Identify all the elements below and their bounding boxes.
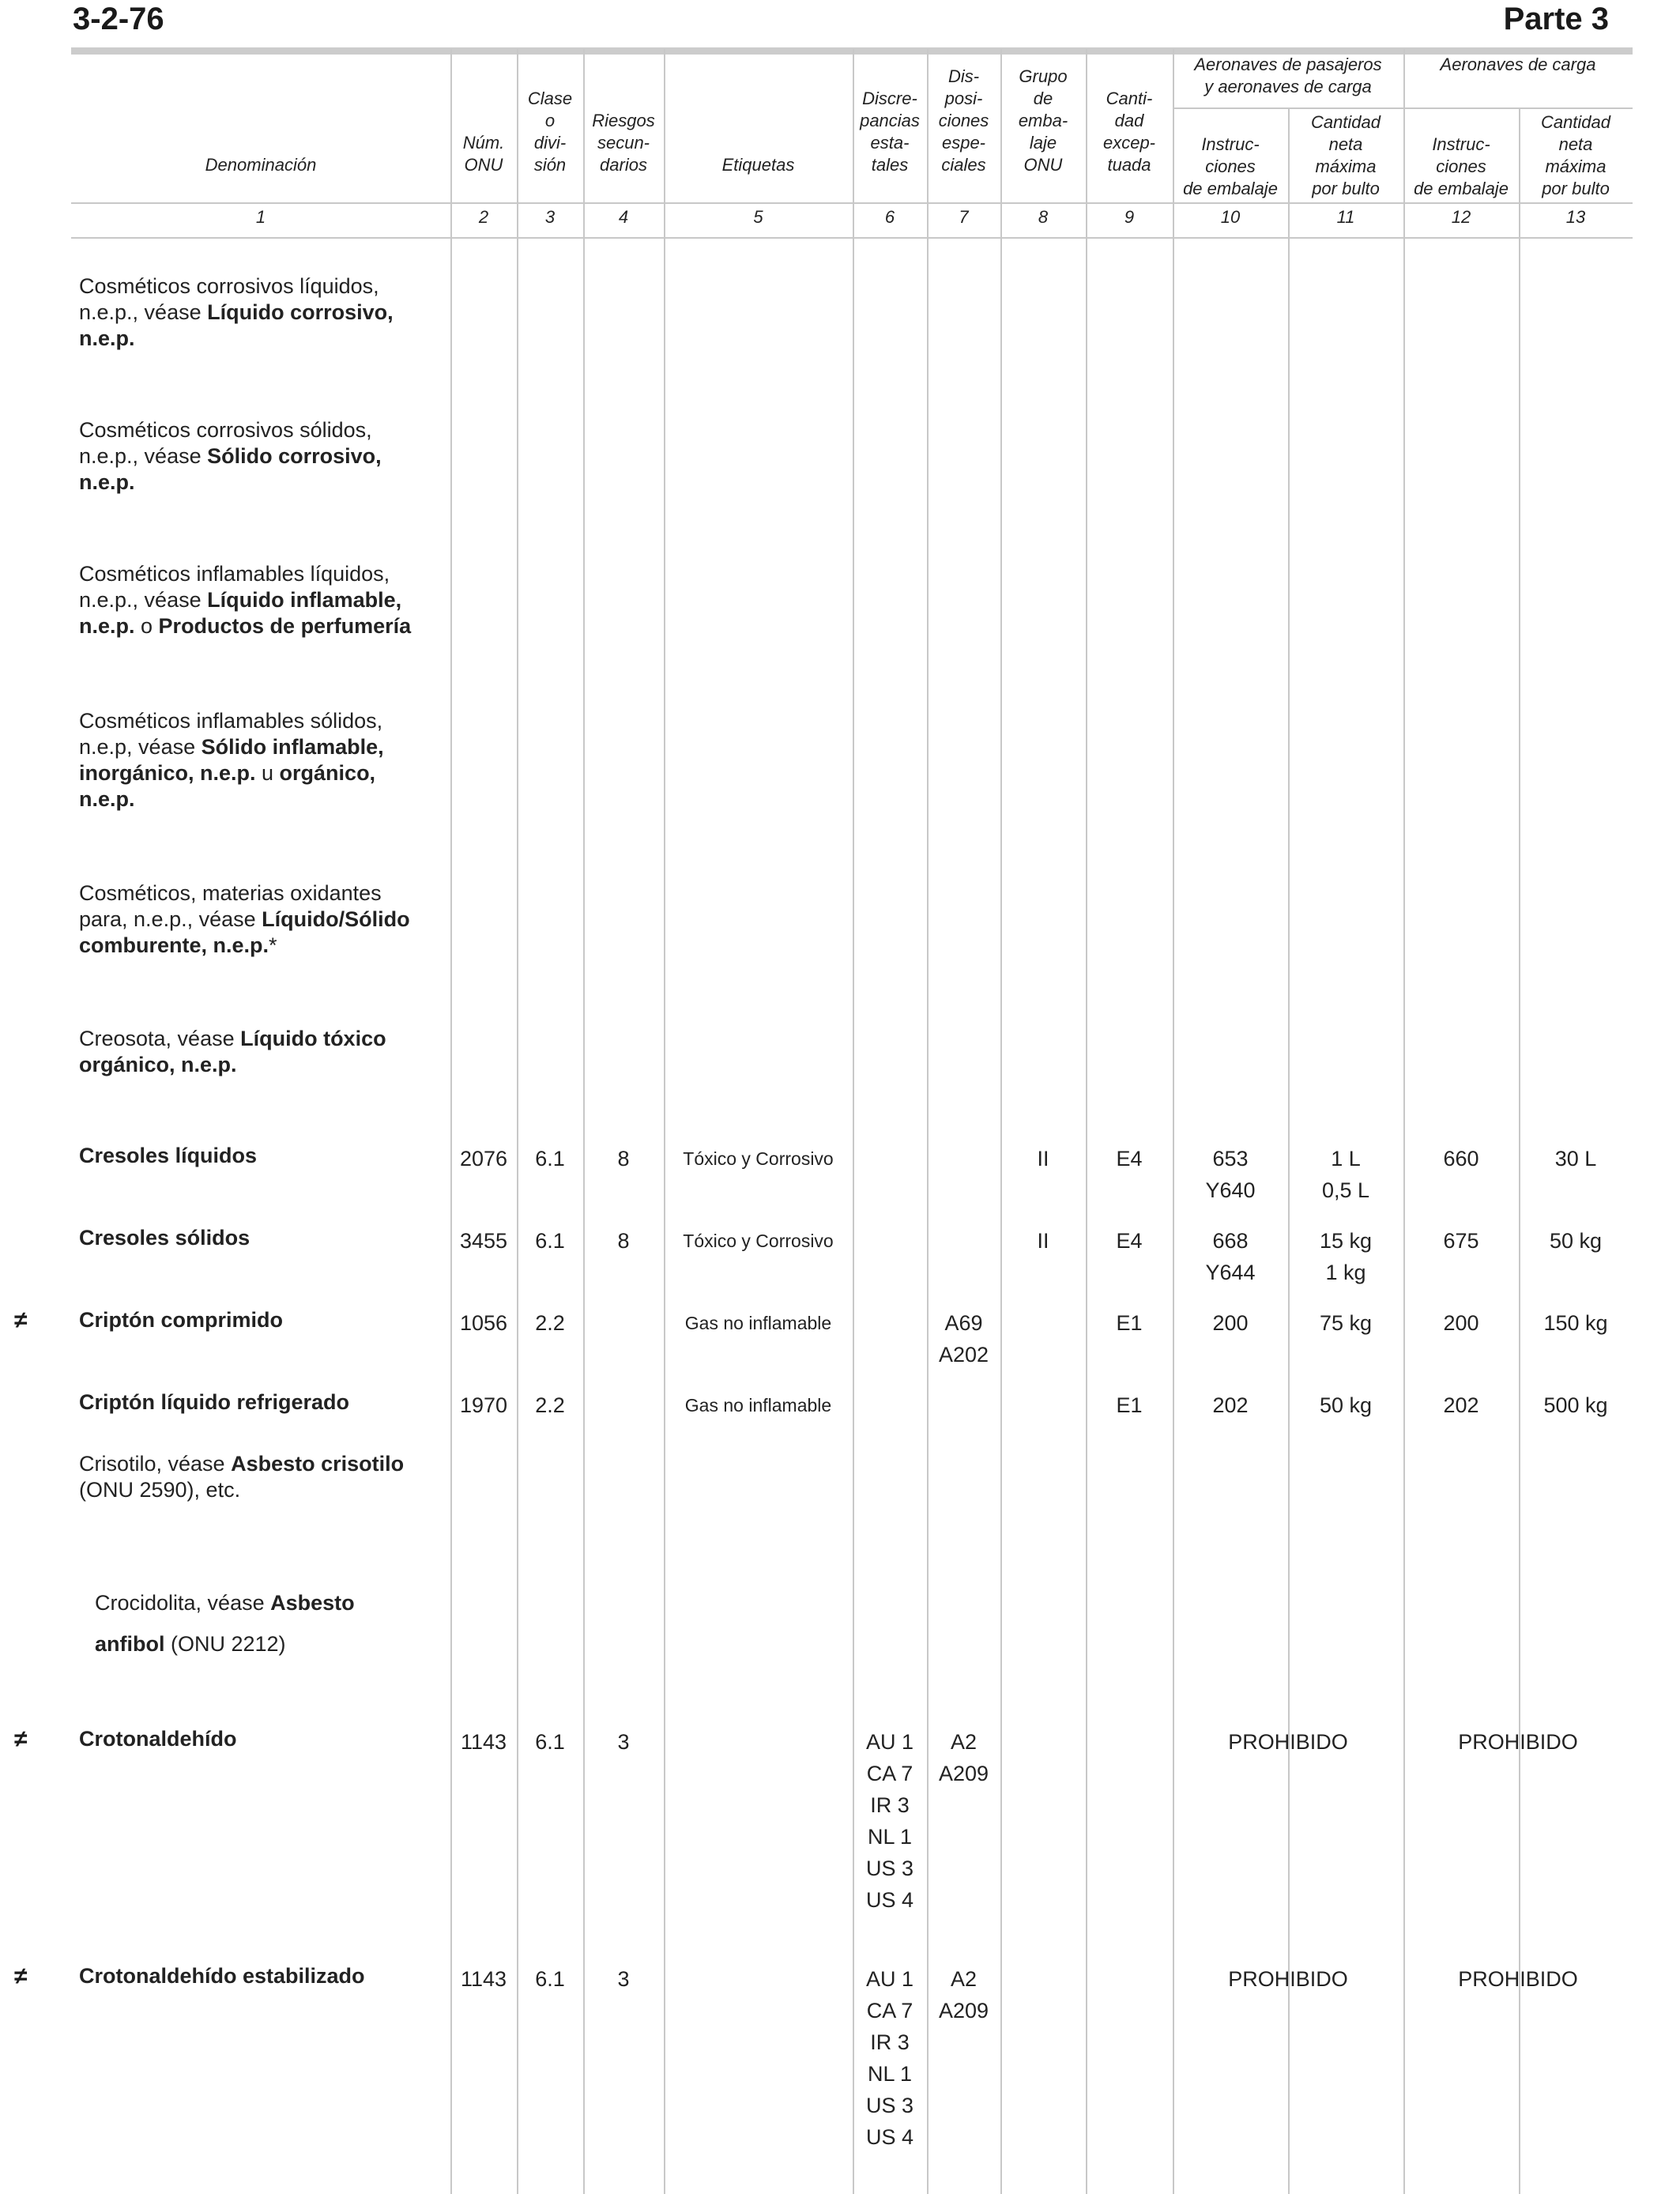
column-number: 10 bbox=[1220, 207, 1241, 227]
table-row bbox=[79, 561, 458, 639]
pax-forbidden: PROHIBIDO bbox=[1228, 1730, 1348, 1754]
column-number: 8 bbox=[1038, 207, 1049, 227]
header-special-provisions: Dis- posi- ciones espe- ciales bbox=[938, 66, 989, 175]
entry-name: Cresoles sólidos bbox=[79, 1226, 250, 1250]
un-number: 1143 bbox=[460, 1967, 507, 1991]
entry-footnote-mark: * bbox=[269, 933, 277, 957]
header-state-variations: Discre- pancias esta- tales bbox=[860, 89, 920, 175]
subsidiary-risk: 8 bbox=[617, 1229, 630, 1253]
entry-name: Criptón líquido refrigerado bbox=[79, 1390, 349, 1414]
class-division: 6.1 bbox=[535, 1730, 565, 1754]
cargo-max-quantity: 500 kg bbox=[1543, 1393, 1608, 1417]
pax-max-quantity: 50 kg bbox=[1319, 1393, 1373, 1417]
entry-reference: Asbesto anfibol bbox=[95, 1591, 355, 1656]
pax-forbidden: PROHIBIDO bbox=[1228, 1967, 1348, 1991]
class-division: 6.1 bbox=[535, 1147, 565, 1171]
entry-name: Crotonaldehído estabilizado bbox=[79, 1964, 365, 1988]
un-number: 3455 bbox=[459, 1229, 508, 1253]
column-number: 2 bbox=[478, 207, 489, 227]
cargo-packing-instruction: 660 bbox=[1443, 1147, 1479, 1171]
table-row bbox=[79, 1026, 450, 1078]
hazard-labels: Gas no inflamable bbox=[684, 1313, 832, 1333]
cargo-max-quantity: 30 L bbox=[1554, 1147, 1597, 1171]
pax-max-quantity: 1 L 0,5 L bbox=[1321, 1147, 1370, 1202]
column-number: 6 bbox=[884, 207, 895, 227]
header-cargo-packing-instruction: Instruc- ciones de embalaje bbox=[1414, 134, 1509, 198]
class-division: 6.1 bbox=[535, 1967, 565, 1991]
entry-name: Crocidolita, véase bbox=[95, 1591, 271, 1615]
entry-name: Crotonaldehído bbox=[79, 1727, 237, 1751]
cargo-max-quantity: 50 kg bbox=[1549, 1229, 1603, 1253]
entry-reference: Líquido tóxico orgánico, n.e.p. bbox=[79, 1027, 386, 1076]
pax-max-quantity: 15 kg 1 kg bbox=[1319, 1229, 1373, 1284]
class-division: 2.2 bbox=[535, 1393, 565, 1417]
un-number: 1056 bbox=[459, 1311, 508, 1335]
table-row bbox=[79, 417, 450, 496]
cargo-max-quantity: 150 kg bbox=[1543, 1311, 1608, 1335]
excepted-quantity: E4 bbox=[1116, 1147, 1143, 1171]
entry-reference: orgánico, n.e.p. bbox=[79, 761, 376, 811]
table-row bbox=[95, 1582, 466, 1664]
column-number: 3 bbox=[544, 207, 556, 227]
pax-packing-instruction: 668 Y644 bbox=[1205, 1229, 1256, 1284]
entry-connector: o bbox=[134, 614, 159, 638]
entry-name: Cresoles líquidos bbox=[79, 1144, 258, 1167]
change-mark: ≠ bbox=[14, 1963, 28, 1989]
entry-connector: (ONU 2590), etc. bbox=[79, 1478, 241, 1502]
state-variations: AU 1 CA 7 IR 3 NL 1 US 3 US 4 bbox=[865, 1967, 914, 2149]
header-excepted-quantity: Canti- dad excep- tuada bbox=[1102, 89, 1156, 175]
part-label: Parte 3 bbox=[1503, 2, 1609, 36]
entry-connector: (ONU 2212) bbox=[164, 1632, 286, 1656]
entry-name: Crisotilo, véase bbox=[79, 1452, 232, 1476]
excepted-quantity: E1 bbox=[1116, 1311, 1143, 1335]
header-group-cargo: Aeronaves de carga bbox=[1440, 55, 1596, 74]
cargo-packing-instruction: 200 bbox=[1443, 1311, 1479, 1335]
hazard-labels: Tóxico y Corrosivo bbox=[683, 1231, 834, 1251]
cargo-forbidden: PROHIBIDO bbox=[1458, 1730, 1578, 1754]
entry-name: Cosméticos inflamables sólidos, n.e.p, véase bbox=[79, 709, 383, 759]
header-denominacion: Denominación bbox=[205, 155, 317, 175]
column-number: 1 bbox=[255, 207, 266, 227]
cargo-forbidden: PROHIBIDO bbox=[1458, 1967, 1578, 1991]
special-provisions: A69 A202 bbox=[938, 1311, 989, 1367]
column-number: 12 bbox=[1451, 207, 1471, 227]
column-number: 9 bbox=[1124, 207, 1135, 227]
pax-packing-instruction: 202 bbox=[1212, 1393, 1249, 1417]
pax-packing-instruction: 653 Y640 bbox=[1205, 1147, 1256, 1202]
header-cargo-max-quantity: Cantidad neta máxima por bulto bbox=[1540, 112, 1611, 198]
subsidiary-risk: 3 bbox=[617, 1967, 630, 1991]
excepted-quantity: E1 bbox=[1116, 1393, 1143, 1417]
header-group-passenger: Aeronaves de pasajeros y aeronaves de carga bbox=[1194, 55, 1382, 96]
column-number: 11 bbox=[1336, 207, 1355, 227]
table-row bbox=[79, 880, 450, 959]
change-mark: ≠ bbox=[14, 1307, 28, 1333]
hazard-labels: Tóxico y Corrosivo bbox=[683, 1148, 834, 1169]
pax-packing-instruction: 200 bbox=[1212, 1311, 1249, 1335]
header-subsidiary-risk: Riesgos secun- darios bbox=[592, 111, 655, 175]
entry-reference: Líquido inflamable, n.e.p. bbox=[79, 588, 402, 638]
entry-name: Criptón comprimido bbox=[79, 1308, 283, 1332]
hazard-labels: Gas no inflamable bbox=[684, 1395, 832, 1416]
entry-name: Creosota, véase bbox=[79, 1027, 241, 1050]
packing-group: II bbox=[1037, 1147, 1049, 1171]
special-provisions: A2 A209 bbox=[938, 1967, 989, 2022]
entry-name: Cosméticos, materias oxidantes para, n.e.p., véase bbox=[79, 881, 382, 931]
pax-max-quantity: 75 kg bbox=[1319, 1311, 1373, 1335]
column-number: 5 bbox=[753, 207, 763, 227]
entry-name: Cosméticos corrosivos líquidos, n.e.p., véase bbox=[79, 274, 379, 324]
class-division: 6.1 bbox=[535, 1229, 565, 1253]
header-labels: Etiquetas bbox=[721, 155, 795, 175]
special-provisions: A2 A209 bbox=[938, 1730, 989, 1785]
subsidiary-risk: 3 bbox=[617, 1730, 630, 1754]
entry-reference: Líquido/Sólido comburente, n.e.p. bbox=[79, 907, 410, 957]
un-number: 1143 bbox=[460, 1730, 507, 1754]
class-division: 2.2 bbox=[535, 1311, 565, 1335]
entry-name: Cosméticos inflamables líquidos, n.e.p., véase bbox=[79, 562, 390, 612]
entry-reference: Sólido inflamable, inorgánico, n.e.p. bbox=[79, 735, 384, 785]
entry-reference: Líquido corrosivo, n.e.p. bbox=[79, 300, 394, 350]
packing-group: II bbox=[1037, 1229, 1049, 1253]
table-row bbox=[79, 708, 450, 812]
header-pax-max-quantity: Cantidad neta máxima por bulto bbox=[1310, 112, 1381, 198]
un-number: 2076 bbox=[459, 1147, 508, 1171]
column-number: 4 bbox=[618, 207, 629, 227]
header-un-number: Núm. ONU bbox=[462, 133, 505, 175]
header-packing-group: Grupo de emba- laje ONU bbox=[1018, 66, 1068, 175]
table-row bbox=[79, 273, 450, 352]
column-number: 7 bbox=[959, 207, 969, 227]
subsidiary-risk: 8 bbox=[617, 1147, 630, 1171]
entry-reference: Sólido corrosivo, n.e.p. bbox=[79, 444, 382, 494]
change-mark: ≠ bbox=[14, 1726, 28, 1752]
header-pax-packing-instruction: Instruc- ciones de embalaje bbox=[1183, 134, 1278, 198]
state-variations: AU 1 CA 7 IR 3 NL 1 US 3 US 4 bbox=[865, 1730, 914, 1912]
entry-reference: Productos de perfumería bbox=[158, 614, 412, 638]
cargo-packing-instruction: 675 bbox=[1443, 1229, 1479, 1253]
entry-name: Cosméticos corrosivos sólidos, n.e.p., véase bbox=[79, 418, 372, 468]
column-number: 13 bbox=[1565, 207, 1586, 227]
table-row bbox=[79, 1451, 450, 1503]
cargo-packing-instruction: 202 bbox=[1443, 1393, 1479, 1417]
excepted-quantity: E4 bbox=[1116, 1229, 1143, 1253]
header-class: Clase o divi- sión bbox=[527, 89, 573, 175]
page-number: 3-2-76 bbox=[73, 2, 164, 36]
entry-connector: u bbox=[255, 761, 280, 785]
un-number: 1970 bbox=[459, 1393, 508, 1417]
entry-reference: Asbesto crisotilo bbox=[231, 1452, 405, 1476]
